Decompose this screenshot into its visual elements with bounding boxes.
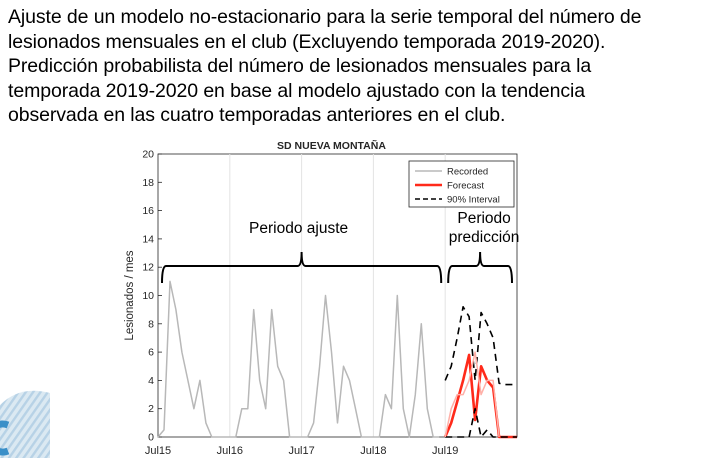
y-tick-label: 14 [142, 233, 154, 246]
y-tick-label: 12 [142, 261, 154, 274]
chart-title: SD NUEVA MONTAÑA [277, 140, 386, 152]
x-tick-label: Jul16 [216, 445, 243, 457]
slide-text-line: Predicción probabilista del número de lesionados mensuales para la [8, 55, 592, 77]
legend-label: 90% Interval [447, 194, 500, 206]
slide-text-line: observada en las cuatro temporadas anteriores en el club. [8, 104, 506, 126]
slide-text-line: Ajuste de un modelo no-estacionario para la serie temporal del número de [8, 6, 642, 28]
y-axis-label: Lesionados / mes [124, 250, 136, 341]
y-tick-label: 6 [148, 346, 154, 359]
legend [409, 161, 514, 207]
annotation-prediction-word: Periodo [457, 210, 511, 227]
x-tick-label: Jul17 [288, 445, 315, 457]
y-tick-label: 0 [148, 431, 154, 444]
y-tick-label: 4 [148, 374, 154, 387]
legend-label: Forecast [447, 180, 484, 192]
x-tick-label: Jul15 [144, 445, 172, 457]
y-tick-label: 16 [142, 205, 154, 218]
y-tick-label: 10 [142, 290, 154, 302]
x-tick-label: Jul19 [432, 445, 459, 457]
y-tick-label: 2 [148, 403, 154, 416]
legend-label: Recorded [447, 166, 489, 178]
slide-text-line: lesionados mensuales en el club (Excluyendo temporada 2019-2020). [8, 30, 606, 53]
y-tick-label: 8 [148, 318, 154, 331]
annotation-prediction-word: predicción [448, 229, 520, 246]
slide-text-line: temporada 2019-2020 en base al modelo ajustado con la tendencia [8, 79, 585, 102]
annotation-fit-period: Periodo ajuste [249, 220, 349, 237]
x-tick-label: Jul18 [360, 445, 387, 457]
y-tick-label: 20 [142, 148, 154, 161]
y-tick-label: 18 [142, 176, 154, 189]
